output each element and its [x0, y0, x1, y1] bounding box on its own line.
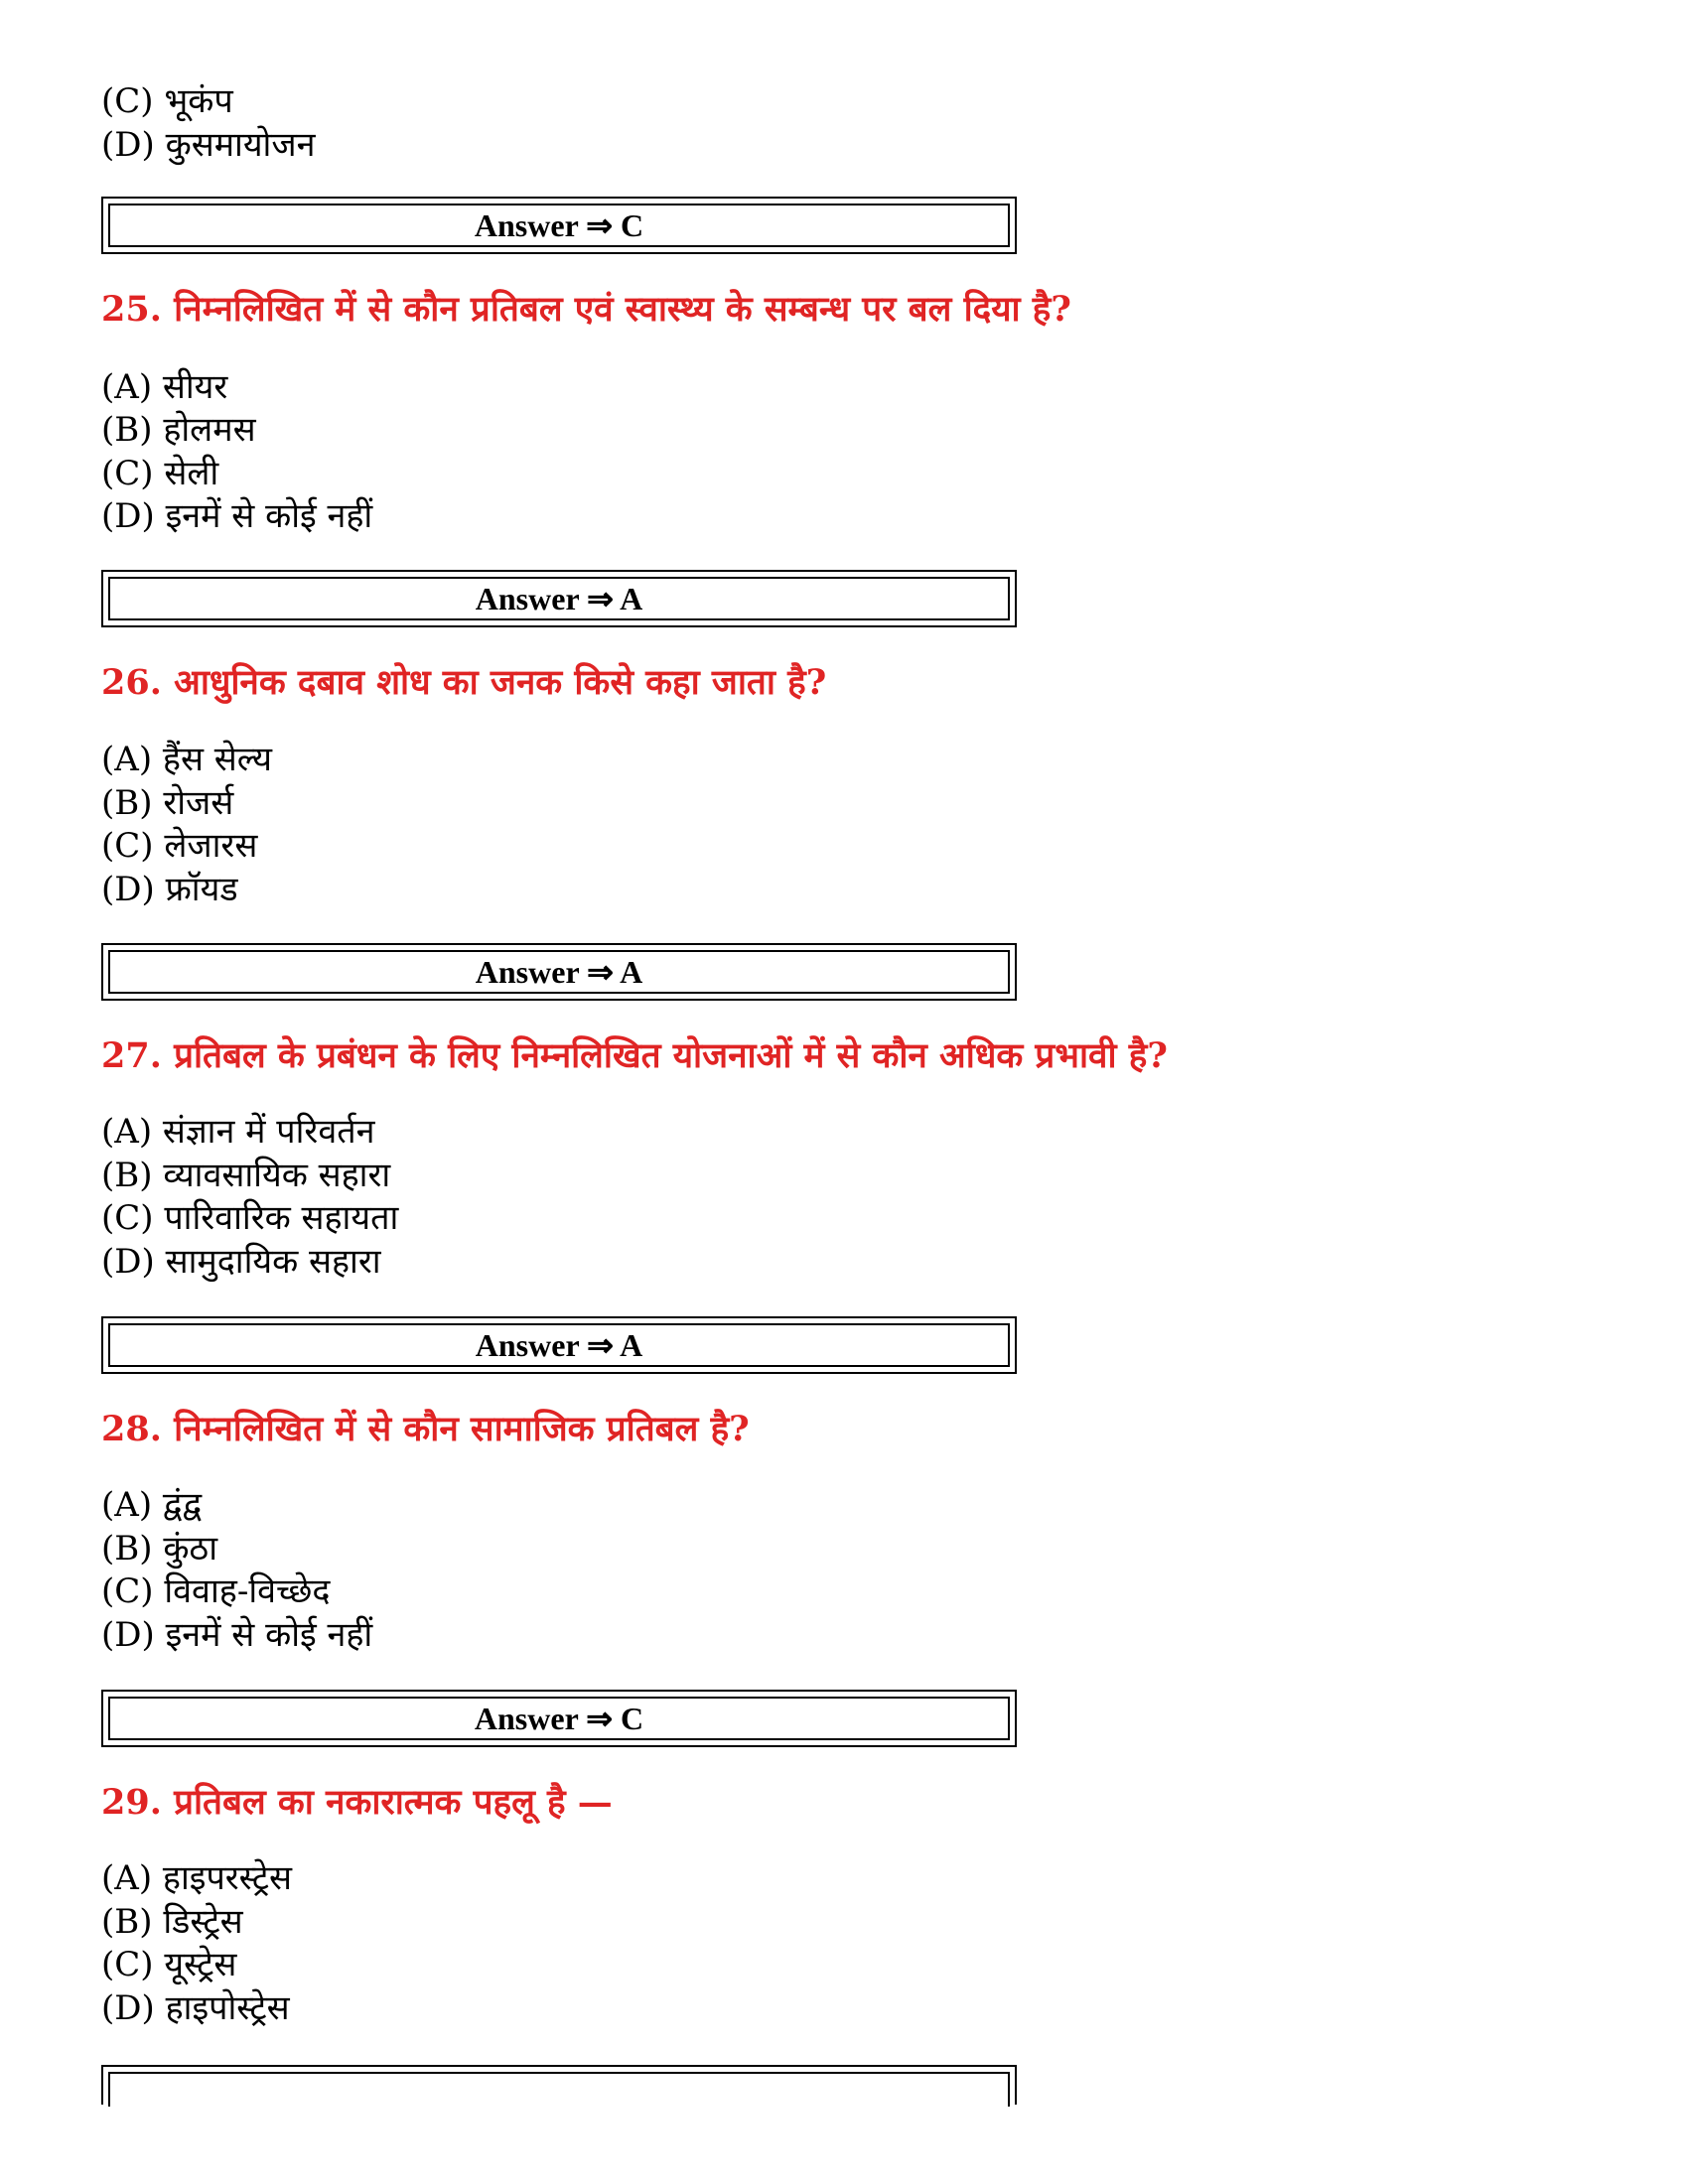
q25-option-b: (B) होलमस — [101, 410, 256, 450]
q28-question: 28. निम्नलिखित में से कौन सामाजिक प्रतिबल है? — [101, 1409, 750, 1449]
q24-answer-box: Answer ⇒ C — [101, 197, 1017, 254]
q27-option-d: (D) सामुदायिक सहारा — [101, 1242, 381, 1282]
q29-option-d: (D) हाइपोस्ट्रेस — [101, 1988, 290, 2028]
q29-option-b: (B) डिस्ट्रेस — [101, 1902, 243, 1942]
q26-option-b: (B) रोजर्स — [101, 783, 234, 823]
q28-option-b: (B) कुंठा — [101, 1529, 217, 1569]
q29-option-c: (C) यूस्ट्रेस — [101, 1945, 237, 1984]
q27-question: 27. प्रतिबल के प्रबंधन के लिए निम्नलिखित योजनाओं में से कौन अधिक प्रभावी है? — [101, 1035, 1168, 1076]
q28-answer-box: Answer ⇒ C — [101, 1690, 1017, 1747]
q24-option-c: (C) भूकंप — [101, 81, 233, 121]
q27-answer-box: Answer ⇒ A — [101, 1316, 1017, 1374]
q27-option-c: (C) पारिवारिक सहायता — [101, 1198, 399, 1238]
q28-option-c: (C) विवाह-विच्छेद — [101, 1571, 331, 1611]
q26-answer-box: Answer ⇒ A — [101, 943, 1017, 1001]
q28-option-a: (A) द्वंद्व — [101, 1485, 202, 1525]
q25-answer-box: Answer ⇒ A — [101, 570, 1017, 627]
q28-option-d: (D) इनमें से कोई नहीं — [101, 1615, 373, 1655]
q25-option-c: (C) सेली — [101, 454, 219, 493]
q29-answer-box-partial — [101, 2065, 1017, 2105]
q27-option-a: (A) संज्ञान में परिवर्तन — [101, 1112, 375, 1152]
q29-question: 29. प्रतिबल का नकारात्मक पहलू है — — [101, 1782, 613, 1823]
q26-question: 26. आधुनिक दबाव शोध का जनक किसे कहा जाता है? — [101, 662, 827, 703]
q24-option-d: (D) कुसमायोजन — [101, 125, 316, 165]
q29-option-a: (A) हाइपरस्ट्रेस — [101, 1858, 293, 1898]
q25-option-d: (D) इनमें से कोई नहीं — [101, 496, 373, 536]
q26-option-c: (C) लेजारस — [101, 826, 258, 866]
q27-option-b: (B) व्यावसायिक सहारा — [101, 1156, 391, 1195]
q25-question: 25. निम्नलिखित में से कौन प्रतिबल एवं स्वास्थ्य के सम्बन्ध पर बल दिया है? — [101, 289, 1071, 330]
q25-option-a: (A) सीयर — [101, 367, 228, 407]
q26-option-a: (A) हैंस सेल्य — [101, 740, 272, 779]
q26-option-d: (D) फ्रॉयड — [101, 870, 238, 909]
